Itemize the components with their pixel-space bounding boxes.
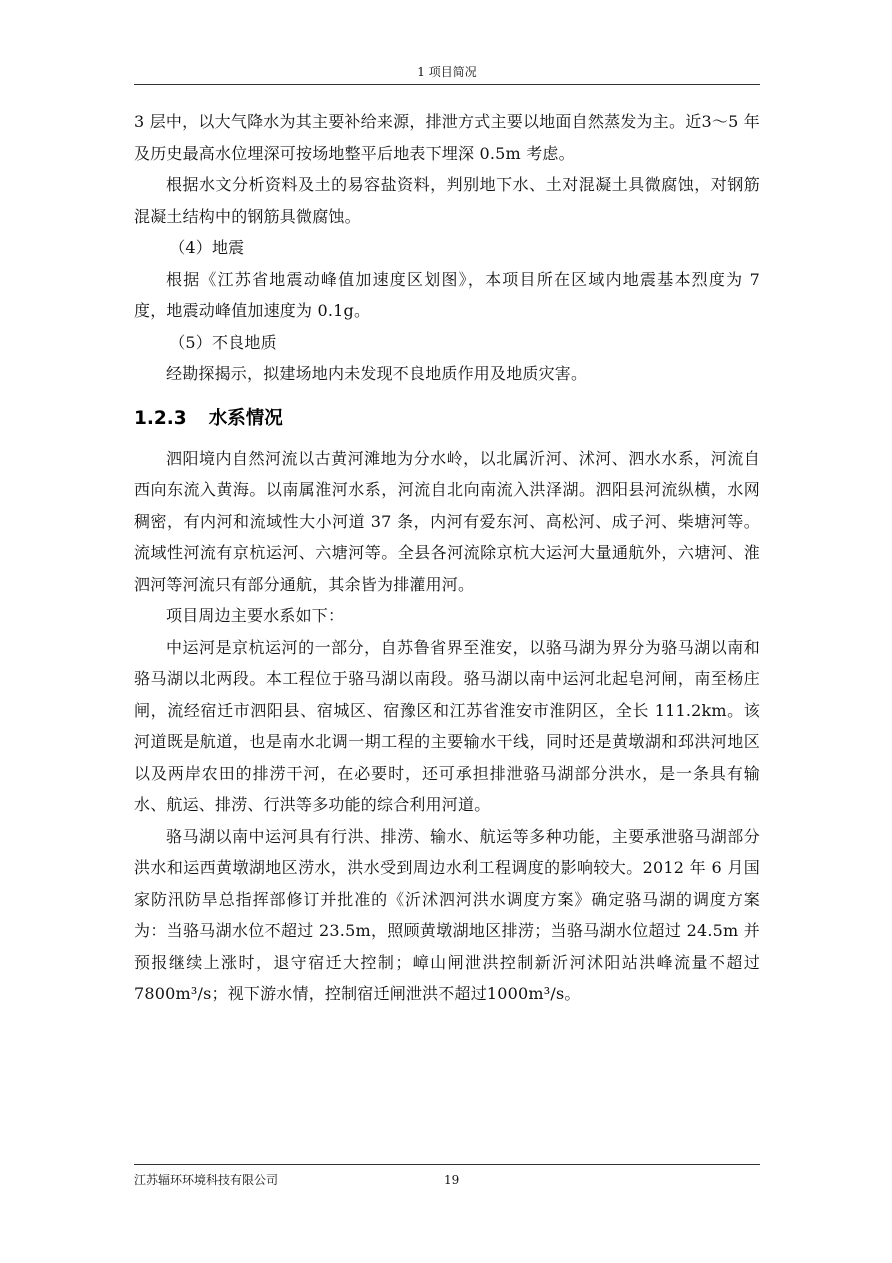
section-title: 水系情况 (208, 407, 283, 429)
footer-rule (134, 1164, 760, 1165)
paragraph-river-overview: 泗阳境内自然河流以古黄河滩地为分水岭，以北属沂河、沭河、泗水水系，河流自西向东流入黄海。以南属淮河水系，河流自北向南流入洪泽湖。泗阳县河流纵横，水网稠密，有内河和流域性大小河道 37 条，内河有爱东河、高松河、成子河、柴塘河等。流域性河流有京杭运河、六塘河等。全县各河流除京杭大运河大量通航外，六塘河、淮泗河等河流只有部分通航，其余皆为排灌用河。 (134, 448, 760, 594)
page-number: 19 (444, 1173, 460, 1187)
footer-company: 江苏辐环环境科技有限公司 (134, 1173, 279, 1187)
section-number: 1.2.3 (134, 407, 187, 429)
running-header: 1 项目简况 (417, 65, 477, 79)
paragraph-groundwater-recharge: 3 层中，以大气降水为其主要补给来源，排泄方式主要以地面自然蒸发为主。近3～5 年及历史最高水位埋深可按场地整平后地表下埋深 0.5m 考虑。 (134, 112, 760, 163)
paragraph-earthquake: 根据《江苏省地震动峰值加速度区划图》，本项目所在区域内地震基本烈度为 7 度，地震动峰值加速度为 0.1g。 (134, 269, 760, 320)
section-heading (134, 407, 760, 431)
subheading-adverse-geology: （5）不良地质 (169, 332, 277, 352)
paragraph-flood-dispatch: 骆马湖以南中运河具有行洪、排涝、输水、航运等多种功能，主要承泄骆马湖部分洪水和运西黄墩湖地区涝水，洪水受到周边水利工程调度的影响较大。2012 年 6 月国家防汛防旱总指挥部修订并批准的《沂沭泗河洪水调度方案》确定骆马湖的调度方案为：当骆马湖水位不超过 23.5m，照顾黄墩湖地区排涝；当骆马湖水位超过 24.5m 并预报继续上涨时，退守宿迁大控制；嶂山闸泄洪控制新沂河沭阳站洪峰流量不超过 7800m³/s；视下游水情，控制宿迁闸泄洪不超过1000m³/s。 (134, 826, 760, 1003)
paragraph-water-systems-intro: 项目周边主要水系如下： (166, 606, 345, 625)
paragraph-corrosion: 根据水文分析资料及土的易容盐资料，判别地下水、土对混凝土具微腐蚀，对钢筋混凝土结构中的钢筋具微腐蚀。 (134, 175, 760, 226)
header-rule (134, 84, 760, 85)
paragraph-zhongyun-river: 中运河是京杭运河的一部分，自苏鲁省界至淮安，以骆马湖为界分为骆马湖以南和骆马湖以北两段。本工程位于骆马湖以南段。骆马湖以南中运河北起皂河闸，南至杨庄闸，流经宿迁市泗阳县、宿城区、宿豫区和江苏省淮安市淮阴区，全长 111.2km。该河道既是航道，也是南水北调一期工程的主要输水干线，同时还是黄墩湖和邳洪河地区以及两岸农田的排涝干河，在必要时，还可承担排泄骆马湖部分洪水，是一条具有输水、航运、排涝、行洪等多功能的综合利用河道。 (134, 637, 760, 814)
paragraph-adverse-geology: 经勘探揭示，拟建场地内未发现不良地质作用及地质灾害。 (166, 364, 588, 383)
subheading-earthquake: （4）地震 (169, 238, 245, 257)
page-body (134, 106, 760, 1010)
